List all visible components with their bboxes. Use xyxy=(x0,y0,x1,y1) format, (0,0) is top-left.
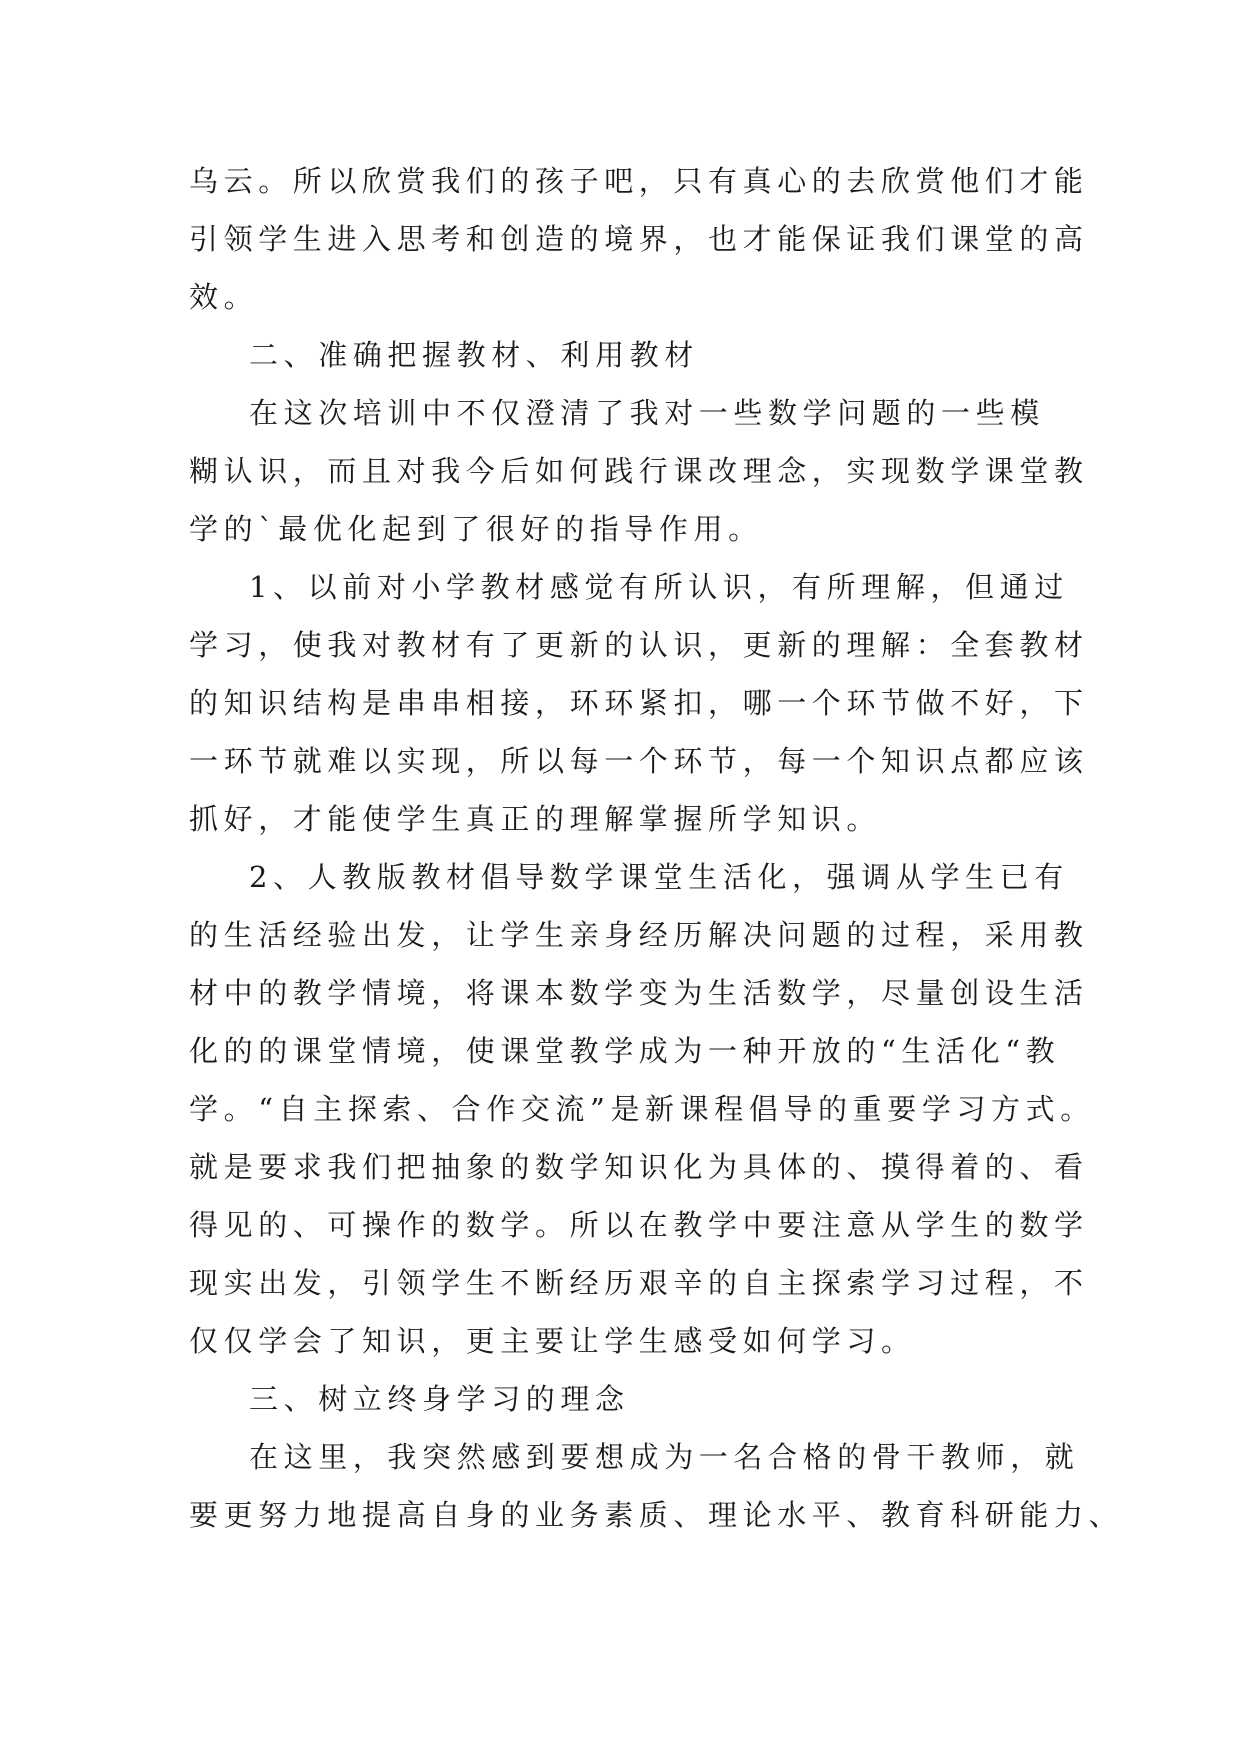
text-line: 得见的、可操作的数学。所以在教学中要注意从学生的数学 xyxy=(189,1208,1089,1242)
text-line: 2、人教版教材倡导数学课堂生活化，强调从学生已有 xyxy=(249,860,1069,894)
text-line: 引领学生进入思考和创造的境界，也才能保证我们课堂的高 xyxy=(189,222,1089,256)
text-line: 一环节就难以实现，所以每一个环节，每一个知识点都应该 xyxy=(189,744,1089,778)
paragraph xyxy=(189,384,1089,558)
paragraph xyxy=(189,326,1059,384)
text-line: 三、树立终身学习的理念 xyxy=(249,1382,630,1416)
text-line: 的知识结构是串串相接，环环紧扣，哪一个环节做不好，下 xyxy=(189,686,1089,720)
text-line: 1、以前对小学教材感觉有所认识，有所理解，但通过 xyxy=(249,570,1069,604)
text-line: 二、准确把握教材、利用教材 xyxy=(249,338,699,372)
text-line: 抓好，才能使学生真正的理解掌握所学知识。 xyxy=(189,802,882,836)
text-line: 材中的教学情境，将课本数学变为生活数学，尽量创设生活 xyxy=(189,976,1089,1010)
text-line: 要更努力地提高自身的业务素质、理论水平、教育科研能力、 xyxy=(189,1498,1124,1532)
text-line: 糊认识，而且对我今后如何践行课改理念，实现数学课堂教 xyxy=(189,454,1089,488)
text-line: 就是要求我们把抽象的数学知识化为具体的、摸得着的、看 xyxy=(189,1150,1089,1184)
text-line: 在这次培训中不仅澄清了我对一些数学问题的一些模 xyxy=(249,396,1045,430)
paragraph xyxy=(189,558,1089,848)
paragraph xyxy=(189,152,1089,326)
text-line: 学习，使我对教材有了更新的认识，更新的理解：全套教材 xyxy=(189,628,1089,662)
text-line: 乌云。所以欣赏我们的孩子吧，只有真心的去欣赏他们才能 xyxy=(189,164,1089,198)
text-line: 学。“自主探索、合作交流”是新课程倡导的重要学习方式。 xyxy=(189,1092,1095,1126)
text-line: 在这里，我突然感到要想成为一名合格的骨干教师，就 xyxy=(249,1440,1080,1474)
paragraph xyxy=(189,848,1095,1370)
text-line: 的生活经验出发，让学生亲身经历解决问题的过程，采用教 xyxy=(189,918,1089,952)
text-line: 现实出发，引领学生不断经历艰辛的自主探索学习过程，不 xyxy=(189,1266,1089,1300)
text-line: 仅仅学会了知识，更主要让学生感受如何学习。 xyxy=(189,1324,916,1358)
paragraph xyxy=(189,1428,1124,1544)
text-line: 化的的课堂情境，使课堂教学成为一种开放的“生活化“教 xyxy=(189,1034,1061,1068)
text-line: 学的`最优化起到了很好的指导作用。 xyxy=(189,512,763,546)
paragraph xyxy=(189,1370,1059,1428)
text-line: 效。 xyxy=(189,280,259,314)
document-body xyxy=(189,152,1124,1544)
